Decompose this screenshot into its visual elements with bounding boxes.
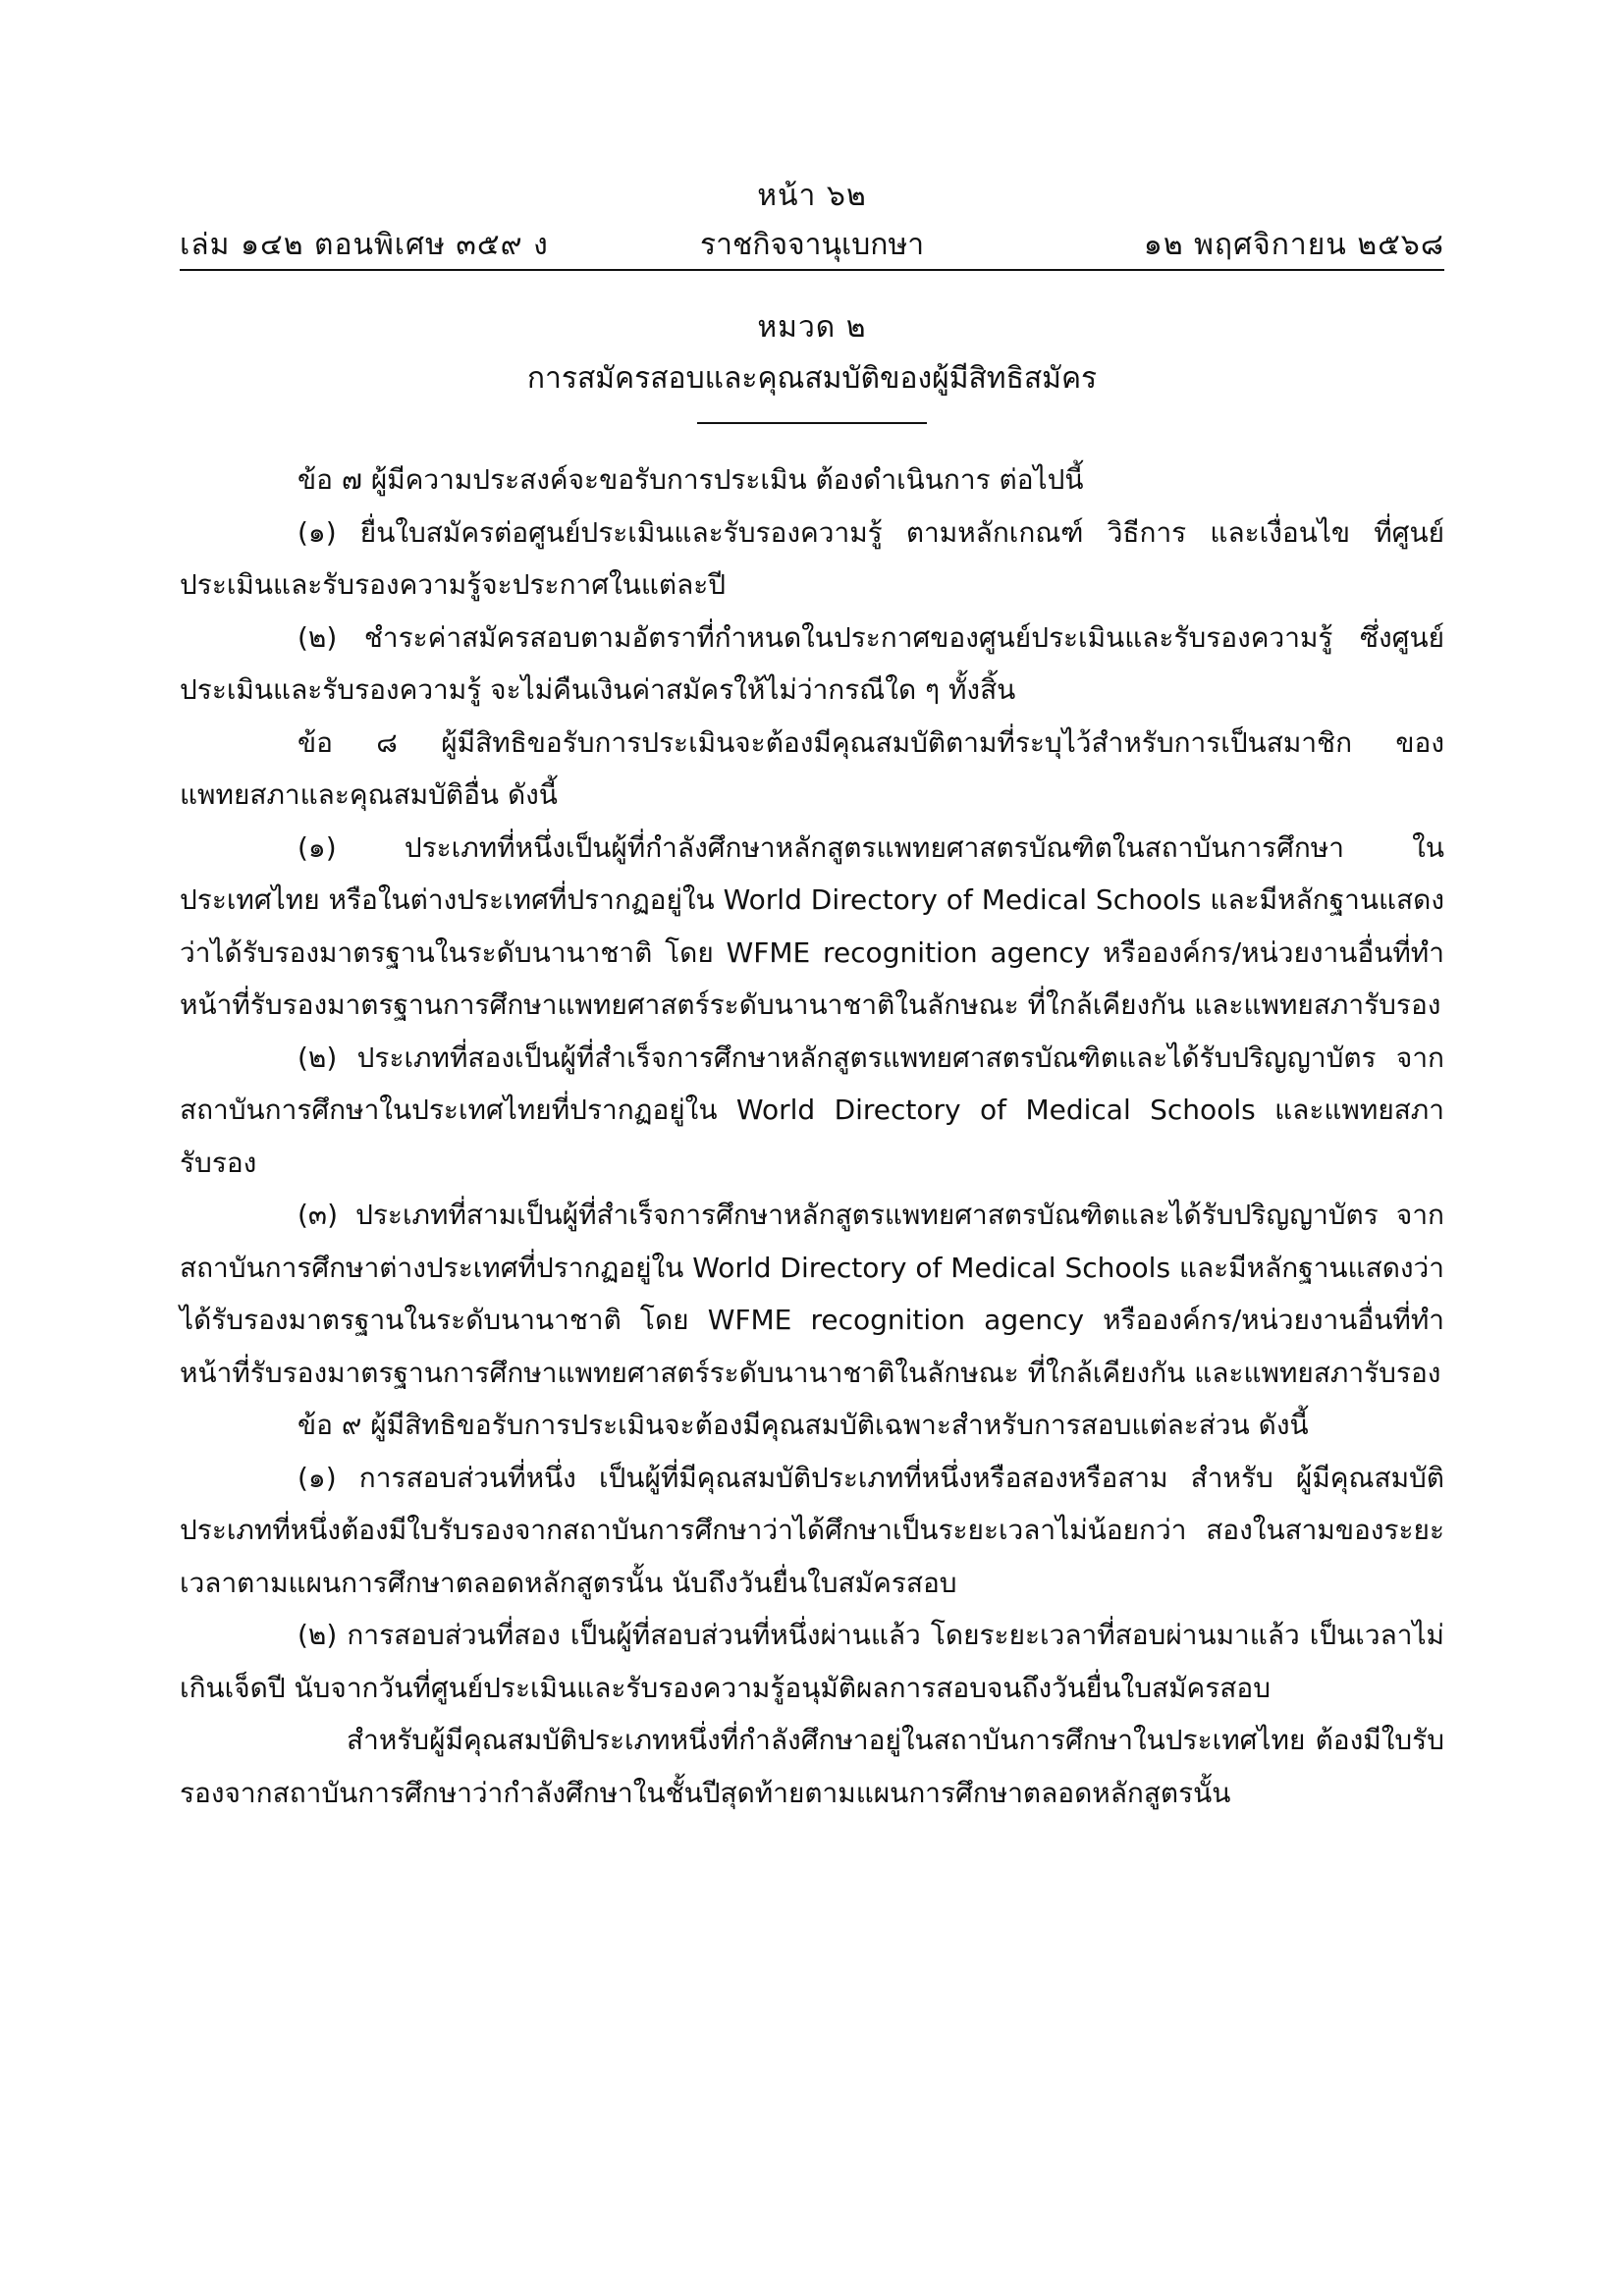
- body-text: [180, 454, 1444, 1819]
- clause-9-item-1: (๑) การสอบส่วนที่หนึ่ง เป็นผู้ที่มีคุณสมบัติประเภทที่หนึ่งหรือสองหรือสาม สำหรับ ผู้มีคุณสมบัติประเภทที่หนึ่งต้องมีใบรับรองจากสถาบันการศึกษาว่าได้ศึกษาเป็นระยะเวลาไม่น้อยกว่า สองในสามของระยะเวลาตามแผนการศึกษาตลอดหลักสูตรนั้น นับถึงวันยื่นใบสมัครสอบ: [180, 1461, 1444, 1599]
- publication-name: ราชกิจจานุเบกษา: [700, 228, 925, 262]
- clause-8-item-3: (๓) ประเภทที่สามเป็นผู้ที่สำเร็จการศึกษาหลักสูตรแพทยศาสตรบัณฑิตและได้รับปริญญาบัตร จากสถาบันการศึกษาต่างประเทศที่ปรากฏอยู่ใน World Directory of Medical Schools และมีหลักฐานแสดงว่าได้รับรองมาตรฐานในระดับนานาชาติ โดย WFME recognition agency หรือองค์กร/หน่วยงานอื่นที่ทำหน้าที่รับรองมาตรฐานการศึกษาแพทยศาสตร์ระดับนานาชาติในลักษณะ ที่ใกล้เคียงกัน และแพทยสภารับรอง: [180, 1199, 1444, 1389]
- clause-8-item-2: (๒) ประเภทที่สองเป็นผู้ที่สำเร็จการศึกษาหลักสูตรแพทยศาสตรบัณฑิตและได้รับปริญญาบัตร จากสถาบันการศึกษาในประเทศไทยที่ปรากฏอยู่ใน World Directory of Medical Schools และแพทยสภารับรอง: [180, 1041, 1444, 1179]
- chapter-title: การสมัครสอบและคุณสมบัติของผู้มีสิทธิสมัคร: [526, 361, 1098, 396]
- chapter-divider: [697, 422, 927, 424]
- clause-7-item-1: (๑) ยื่นใบสมัครต่อศูนย์ประเมินและรับรองความรู้ ตามหลักเกณฑ์ วิธีการ และเงื่อนไข ที่ศูนย์ประเมินและรับรองความรู้จะประกาศในแต่ละปี: [180, 515, 1444, 601]
- publication-date: ๑๒ พฤศจิกายน ๒๕๖๘: [1143, 228, 1444, 262]
- clause-9: ข้อ ๙ ผู้มีสิทธิขอรับการประเมินจะต้องมีคุณสมบัติเฉพาะสำหรับการสอบแต่ละส่วน ดังนี้: [298, 1409, 1309, 1441]
- gazette-header: [180, 222, 1444, 265]
- clause-7: ข้อ ๗ ผู้มีความประสงค์จะขอรับการประเมิน ต้องดำเนินการ ต่อไปนี้: [298, 463, 1084, 496]
- clause-8-item-1: (๑) ประเภทที่หนึ่งเป็นผู้ที่กำลังศึกษาหลักสูตรแพทยศาสตรบัณฑิตในสถาบันการศึกษา ในประเทศไทย หรือในต่างประเทศที่ปรากฏอยู่ใน World Directory of Medical Schools และมีหลักฐานแสดงว่าได้รับรองมาตรฐานในระดับนานาชาติ โดย WFME recognition agency หรือองค์กร/หน่วยงานอื่นที่ทำหน้าที่รับรองมาตรฐานการศึกษาแพทยศาสตร์ระดับนานาชาติในลักษณะ ที่ใกล้เคียงกัน และแพทยสภารับรอง: [180, 830, 1444, 1021]
- clause-9-item-2-note: สำหรับผู้มีคุณสมบัติประเภทหนึ่งที่กำลังศึกษาอยู่ในสถาบันการศึกษาในประเทศไทย ต้องมีใบรับรองจากสถาบันการศึกษาว่ากำลังศึกษาในชั้นปีสุดท้ายตามแผนการศึกษาตลอดหลักสูตรนั้น: [180, 1724, 1444, 1809]
- clause-7-item-2: (๒) ชำระค่าสมัครสอบตามอัตราที่กำหนดในประกาศของศูนย์ประเมินและรับรองความรู้ ซึ่งศูนย์ประเมินและรับรองความรู้ จะไม่คืนเงินค่าสมัครให้ไม่ว่ากรณีใด ๆ ทั้งสิ้น: [180, 620, 1444, 706]
- clause-9-item-2: (๒) การสอบส่วนที่สอง เป็นผู้ที่สอบส่วนที่หนึ่งผ่านแล้ว โดยระยะเวลาที่สอบผ่านมาแล้ว เป็นเวลาไม่เกินเจ็ดปี นับจากวันที่ศูนย์ประเมินและรับรองความรู้อนุมัติผลการสอบจนถึงวันยื่นใบสมัครสอบ: [180, 1619, 1444, 1704]
- header-divider: [180, 269, 1444, 271]
- clause-8: ข้อ ๘ ผู้มีสิทธิขอรับการประเมินจะต้องมีคุณสมบัติตามที่ระบุไว้สำหรับการเป็นสมาชิก ของแพทยสภาและคุณสมบัติอื่น ดังนี้: [180, 725, 1444, 811]
- page-number: หน้า ๖๒: [757, 179, 867, 213]
- volume-issue: เล่ม ๑๔๒ ตอนพิเศษ ๓๕๙ ง: [180, 228, 549, 262]
- chapter-number: หมวด ๒: [757, 310, 867, 345]
